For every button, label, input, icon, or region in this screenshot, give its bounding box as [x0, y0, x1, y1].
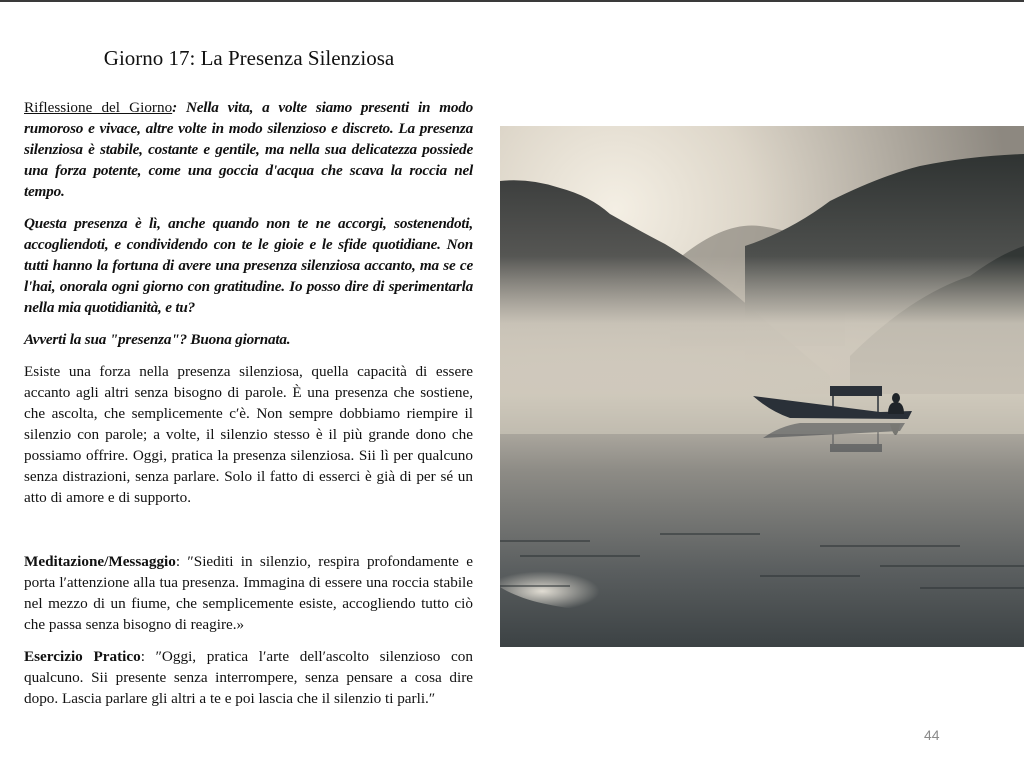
- page-number: 44: [924, 727, 940, 743]
- reflection-question: Avverti la sua "presenza"? Buona giornata.: [24, 331, 291, 348]
- body-paragraph: Esiste una forza nella presenza silenziosa, quella capacità di essere accanto agli altri senza bisogno di parole. È una presenza che sostiene, che ascolta, che semplicemente c′è. Non sempre dobbiamo riempire il silenzio con parole; a volte, il silenzio stesso è il più grande dono che possiamo offrire. Oggi, pratica la presenza silenziosa. Sii lì per qualcuno senza distrazioni, senza parlare. Solo il fatto di esserci è già di per sé un atto di amore e di supporto.: [24, 363, 473, 506]
- misty-lake-photo: [500, 126, 1024, 647]
- reflection-label: Riflessione del Giorno: [24, 99, 173, 116]
- misty-lake-illustration: [500, 126, 1024, 647]
- meditation-paragraph: [24, 551, 473, 635]
- mist: [500, 256, 1024, 406]
- reflection-paragraph-2: Questa presenza è lì, anche quando non te ne accorgi, sostenendoti, accogliendoti, e condividendo con te le gioie e le sfide quotidiane. Non tutti hanno la fortuna di avere una presenza silenziosa accanto, ma se ce l'hai, onorala ogni giorno con gratitudine. Io posso dire di sperimentarla nella mia quotidianità, e tu?: [24, 215, 473, 316]
- reflection-text: Nella vita, a volte siamo presenti in modo rumoroso e vivace, altre volte in modo silenzioso e discreto. La presenza silenziosa è stabile, costante e gentile, ma nella sua delicatezza possiede una forza potente, come una goccia d'acqua che scava la roccia nel tempo.: [24, 99, 474, 200]
- exercise-paragraph: [24, 646, 473, 709]
- spacer: [24, 519, 473, 551]
- reflection-separator: :: [172, 99, 178, 116]
- text-column: [24, 97, 473, 720]
- exercise-text: : ″Oggi, pratica l′arte dell′ascolto silenzioso con qualcuno. Sii presente senza interrompere, senza pensare a cosa dire dopo. Lascia parlare gli altri a te e poi lascia che il silenzio ti parli.″: [24, 648, 473, 707]
- meditation-text: : ″Siediti in silenzio, respira profondamente e porta l′attenzione alla tua presenza. Immagina di essere una roccia stabile nel mezzo di un fiume, che semplicemente esiste, accogliendo tutto ciò che passa senza bisogno di reagire.»: [24, 553, 473, 633]
- reflection-paragraph: [24, 97, 473, 202]
- top-border: [0, 0, 1024, 2]
- exercise-label: Esercizio Pratico: [24, 648, 141, 665]
- page-title: Giorno 17: La Presenza Silenziosa: [103, 46, 395, 70]
- meditation-label: Meditazione/Messaggio: [24, 553, 176, 570]
